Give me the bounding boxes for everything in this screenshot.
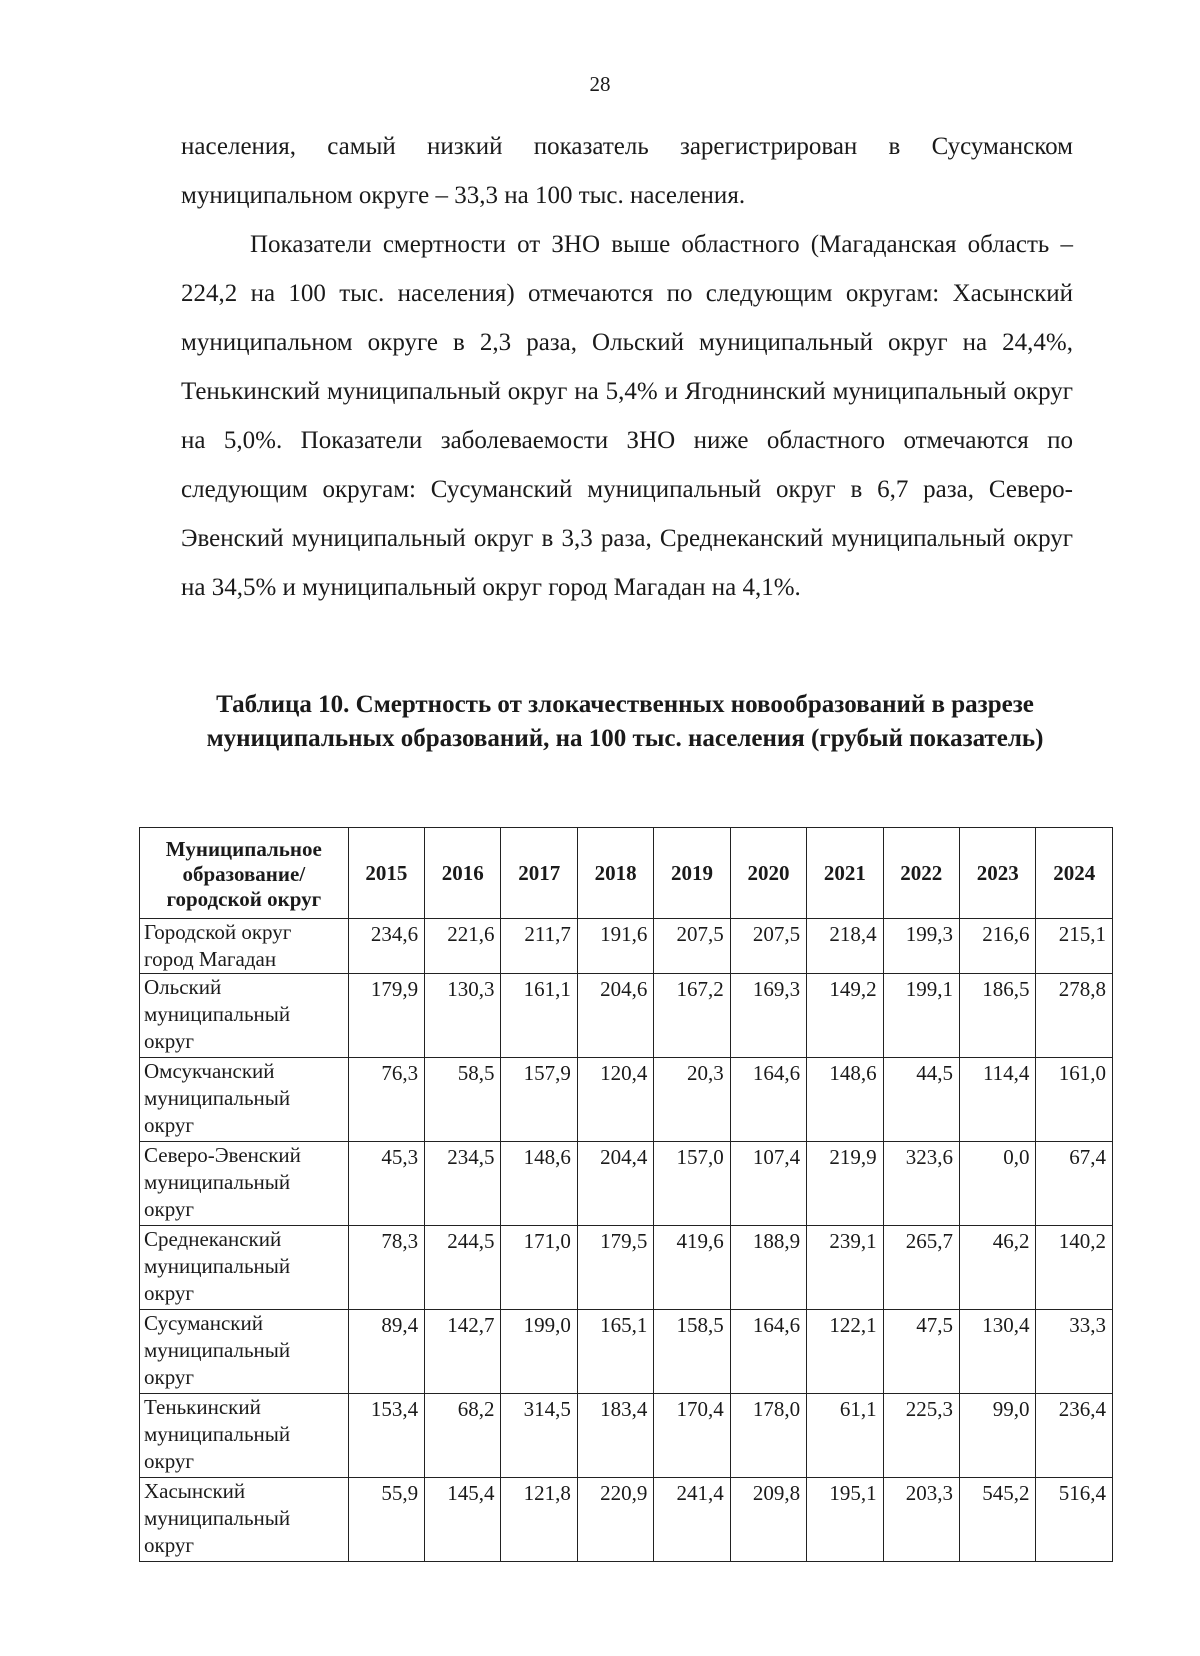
- table-row: [140, 1394, 1113, 1478]
- value-cell: 33,3: [1036, 1310, 1113, 1394]
- value-cell: 164,6: [730, 1310, 806, 1394]
- value-cell: 149,2: [807, 974, 883, 1058]
- value-cell: 107,4: [730, 1142, 806, 1226]
- value-cell: 148,6: [807, 1058, 883, 1142]
- municipality-name-cell: Омсукчанский муниципальный округ: [140, 1058, 349, 1142]
- value-cell: 236,4: [1036, 1394, 1113, 1478]
- value-cell: 265,7: [883, 1226, 959, 1310]
- value-cell: 78,3: [348, 1226, 424, 1310]
- value-cell: 140,2: [1036, 1226, 1113, 1310]
- value-cell: 216,6: [960, 919, 1036, 974]
- value-cell: 161,0: [1036, 1058, 1113, 1142]
- value-cell: 171,0: [501, 1226, 577, 1310]
- value-cell: 55,9: [348, 1478, 424, 1562]
- value-cell: 314,5: [501, 1394, 577, 1478]
- column-header: 2020: [730, 828, 806, 919]
- value-cell: 178,0: [730, 1394, 806, 1478]
- value-cell: 545,2: [960, 1478, 1036, 1562]
- value-cell: 45,3: [348, 1142, 424, 1226]
- value-cell: 47,5: [883, 1310, 959, 1394]
- value-cell: 199,3: [883, 919, 959, 974]
- value-cell: 130,3: [425, 974, 501, 1058]
- value-cell: 157,9: [501, 1058, 577, 1142]
- table-row: [140, 919, 1113, 974]
- column-header: 2017: [501, 828, 577, 919]
- municipality-name-cell: Сусуманский муниципальный округ: [140, 1310, 349, 1394]
- value-cell: 46,2: [960, 1226, 1036, 1310]
- value-cell: 153,4: [348, 1394, 424, 1478]
- column-header: 2023: [960, 828, 1036, 919]
- value-cell: 120,4: [577, 1058, 653, 1142]
- value-cell: 234,5: [425, 1142, 501, 1226]
- value-cell: 164,6: [730, 1058, 806, 1142]
- value-cell: 179,5: [577, 1226, 653, 1310]
- value-cell: 44,5: [883, 1058, 959, 1142]
- value-cell: 207,5: [730, 919, 806, 974]
- table-header-row: [140, 828, 1113, 919]
- municipality-name-cell: Хасынский муниципальный округ: [140, 1478, 349, 1562]
- value-cell: 244,5: [425, 1226, 501, 1310]
- municipality-name-cell: Тенькинский муниципальный округ: [140, 1394, 349, 1478]
- value-cell: 142,7: [425, 1310, 501, 1394]
- value-cell: 167,2: [654, 974, 730, 1058]
- column-header: 2018: [577, 828, 653, 919]
- column-header: 2021: [807, 828, 883, 919]
- table-row: [140, 1478, 1113, 1562]
- value-cell: 220,9: [577, 1478, 653, 1562]
- value-cell: 130,4: [960, 1310, 1036, 1394]
- table-title: Таблица 10. Смертность от злокачественных новообразований в разрезе муниципальных образований, на 100 тыс. населения (грубый показатель): [206, 691, 1044, 752]
- value-cell: 221,6: [425, 919, 501, 974]
- value-cell: 211,7: [501, 919, 577, 974]
- paragraph: населения, самый низкий показатель зарегистрирован в Сусуманском муниципальном округе – 33,3 на 100 тыс. населения.: [181, 133, 1073, 209]
- column-header: 2019: [654, 828, 730, 919]
- value-cell: 204,6: [577, 974, 653, 1058]
- municipality-name-cell: Городской округ город Магадан: [140, 919, 349, 974]
- value-cell: 204,4: [577, 1142, 653, 1226]
- value-cell: 219,9: [807, 1142, 883, 1226]
- value-cell: 157,0: [654, 1142, 730, 1226]
- value-cell: 239,1: [807, 1226, 883, 1310]
- column-header: Муниципальное образование/городской округ: [140, 828, 349, 919]
- value-cell: 145,4: [425, 1478, 501, 1562]
- value-cell: 161,1: [501, 974, 577, 1058]
- value-cell: 148,6: [501, 1142, 577, 1226]
- table-row: [140, 1310, 1113, 1394]
- value-cell: 215,1: [1036, 919, 1113, 974]
- value-cell: 188,9: [730, 1226, 806, 1310]
- value-cell: 203,3: [883, 1478, 959, 1562]
- value-cell: 61,1: [807, 1394, 883, 1478]
- value-cell: 0,0: [960, 1142, 1036, 1226]
- value-cell: 67,4: [1036, 1142, 1113, 1226]
- value-cell: 158,5: [654, 1310, 730, 1394]
- value-cell: 323,6: [883, 1142, 959, 1226]
- value-cell: 114,4: [960, 1058, 1036, 1142]
- column-header: 2016: [425, 828, 501, 919]
- value-cell: 209,8: [730, 1478, 806, 1562]
- mortality-table: [139, 827, 1113, 1562]
- municipality-name-cell: Среднеканский муниципальный округ: [140, 1226, 349, 1310]
- value-cell: 183,4: [577, 1394, 653, 1478]
- value-cell: 516,4: [1036, 1478, 1113, 1562]
- value-cell: 20,3: [654, 1058, 730, 1142]
- value-cell: 179,9: [348, 974, 424, 1058]
- value-cell: 58,5: [425, 1058, 501, 1142]
- value-cell: 89,4: [348, 1310, 424, 1394]
- value-cell: 278,8: [1036, 974, 1113, 1058]
- value-cell: 170,4: [654, 1394, 730, 1478]
- column-header: 2015: [348, 828, 424, 919]
- value-cell: 234,6: [348, 919, 424, 974]
- value-cell: 191,6: [577, 919, 653, 974]
- value-cell: 169,3: [730, 974, 806, 1058]
- paragraph: Показатели смертности от ЗНО выше областного (Магаданская область – 224,2 на 100 тыс. населения) отмечаются по следующим округам: Хасынский муниципальном округе в 2,3 раза, Ольский муниципальный округ на 24,4%, Тенькинский муниципальный округ на 5,4% и Ягоднинский муниципальный округ на 5,0%. Показатели заболеваемости ЗНО ниже областного отмечаются по следующим округам: Сусуманский муниципальный округ в 6,7 раза, Северо-Эвенский муниципальный округ в 3,3 раза, Среднеканский муниципальный округ на 34,5% и муниципальный округ город Магадан на 4,1%.: [181, 231, 1073, 601]
- value-cell: 225,3: [883, 1394, 959, 1478]
- value-cell: 165,1: [577, 1310, 653, 1394]
- value-cell: 419,6: [654, 1226, 730, 1310]
- column-header: 2022: [883, 828, 959, 919]
- value-cell: 207,5: [654, 919, 730, 974]
- page-number: 28: [589, 72, 611, 96]
- value-cell: 218,4: [807, 919, 883, 974]
- municipality-name-cell: Ольский муниципальный округ: [140, 974, 349, 1058]
- value-cell: 121,8: [501, 1478, 577, 1562]
- table-row: [140, 1142, 1113, 1226]
- value-cell: 68,2: [425, 1394, 501, 1478]
- table-row: [140, 1058, 1113, 1142]
- table-row: [140, 974, 1113, 1058]
- value-cell: 122,1: [807, 1310, 883, 1394]
- value-cell: 199,1: [883, 974, 959, 1058]
- municipality-name-cell: Северо-Эвенский муниципальный округ: [140, 1142, 349, 1226]
- value-cell: 241,4: [654, 1478, 730, 1562]
- body-text: [181, 122, 1073, 612]
- value-cell: 195,1: [807, 1478, 883, 1562]
- value-cell: 76,3: [348, 1058, 424, 1142]
- column-header: 2024: [1036, 828, 1113, 919]
- table-row: [140, 1226, 1113, 1310]
- value-cell: 186,5: [960, 974, 1036, 1058]
- value-cell: 99,0: [960, 1394, 1036, 1478]
- value-cell: 199,0: [501, 1310, 577, 1394]
